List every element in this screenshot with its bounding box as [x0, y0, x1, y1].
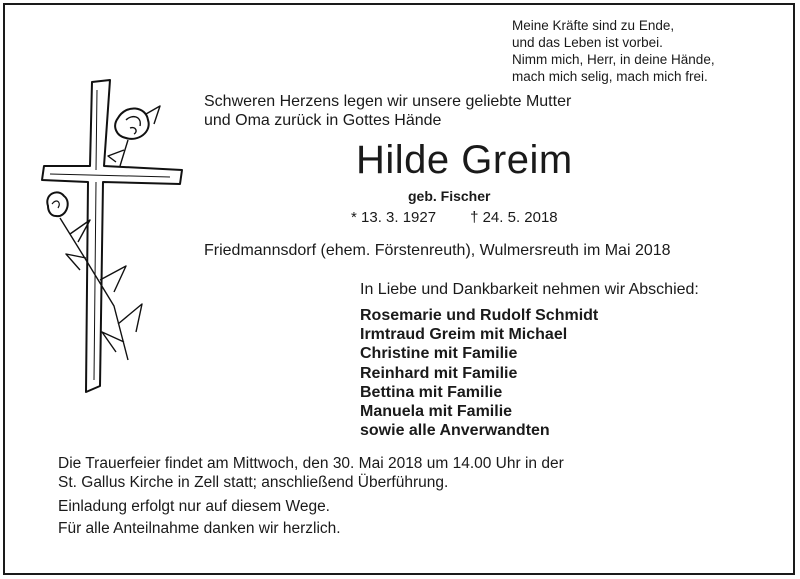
- list-item: Manuela mit Familie: [360, 403, 513, 421]
- deceased-name: Hilde Greim: [356, 138, 573, 182]
- list-item: Bettina mit Familie: [360, 383, 503, 401]
- service-info: Die Trauerfeier findet am Mittwoch, den 30. Mai 2018 um 14.00 Uhr in der St. Gallus Kirche in Zell statt; anschließend Überführung.: [58, 455, 564, 491]
- farewell-line: In Liebe und Dankbarkeit nehmen wir Abschied:: [360, 281, 699, 298]
- death-date: † 24. 5. 2018: [470, 209, 558, 226]
- thanks-note: Für alle Anteilnahme danken wir herzlich.: [58, 520, 341, 537]
- verse-text: Meine Kräfte sind zu Ende, und das Leben ist vorbei. Nimm mich, Herr, in deine Hände, mach mich selig, mach mich frei.: [512, 18, 715, 84]
- list-item: Irmtraud Greim mit Michael: [360, 326, 568, 344]
- maiden-name: geb. Fischer: [408, 188, 491, 204]
- places-line: Friedmannsdorf (ehem. Förstenreuth), Wulmersreuth im Mai 2018: [204, 242, 671, 259]
- list-item: Rosemarie und Rudolf Schmidt: [360, 307, 599, 324]
- list-item: sowie alle Anverwandten: [360, 422, 550, 440]
- list-item: Reinhard mit Familie: [360, 364, 518, 382]
- birth-date: * 13. 3. 1927: [351, 209, 437, 226]
- list-item: Christine mit Familie: [360, 345, 518, 363]
- invitation-note: Einladung erfolgt nur auf diesem Wege.: [58, 498, 330, 515]
- life-dates: [351, 209, 558, 226]
- intro-text: Schweren Herzens legen wir unsere geliebte Mutter und Oma zurück in Gottes Hände: [204, 93, 572, 129]
- cross-with-roses-icon: [30, 70, 200, 410]
- mourners-list: [360, 306, 598, 440]
- closing-notes: [58, 496, 341, 540]
